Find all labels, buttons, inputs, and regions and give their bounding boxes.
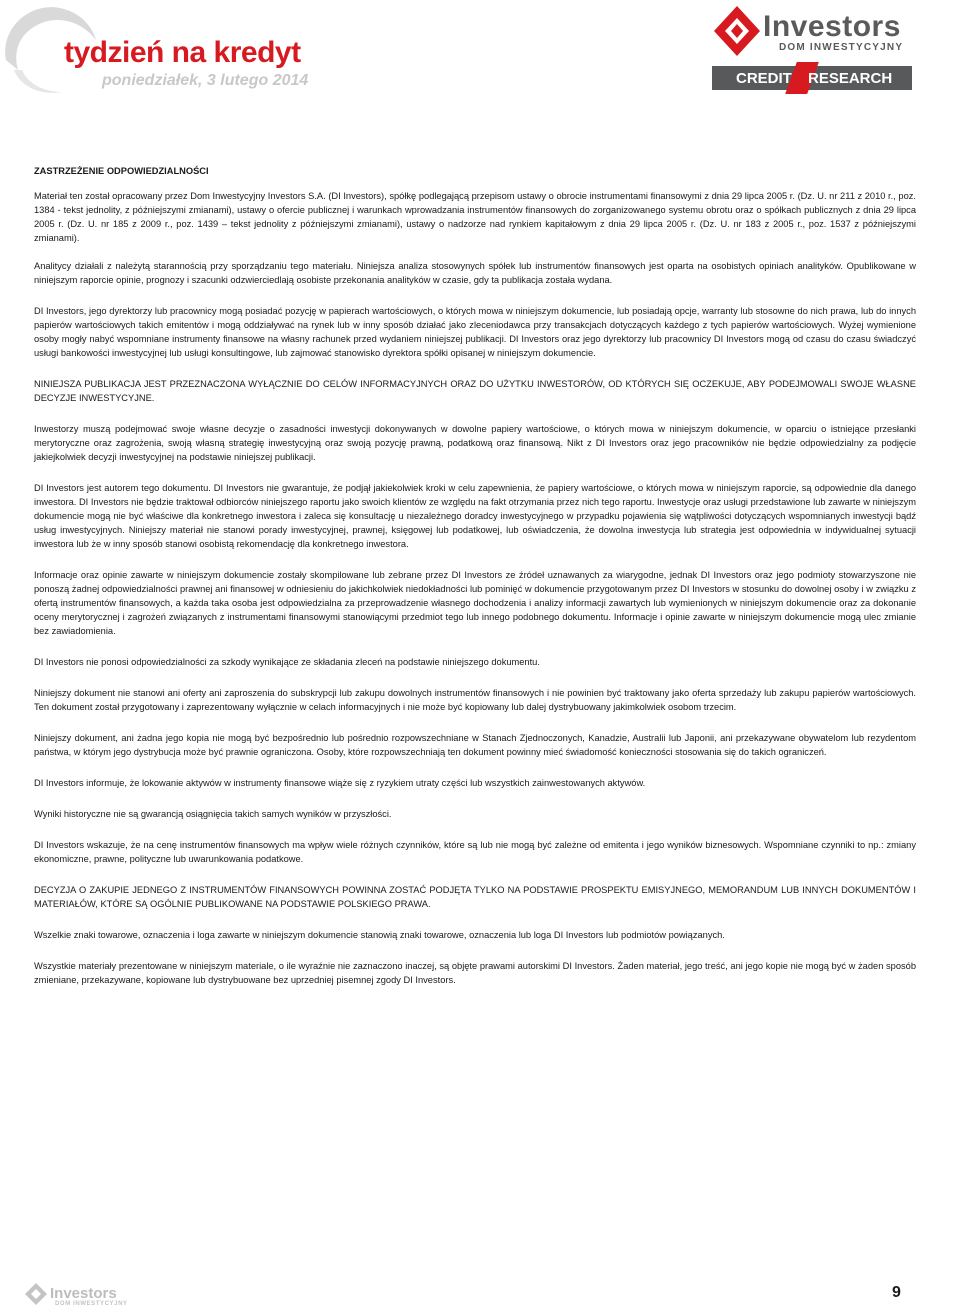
paragraph: DI Investors wskazuje, że na cenę instrumentów finansowych ma wpływ wiele różnych czynników, które są lub nie mogą być zależne od emitenta i jego wyników biznesowych. Wspomniane czynniki to np.: zmiany ekonomiczne, prawne, polityczne lub uwarunkowania podatkowe.	[34, 840, 916, 864]
page-header	[0, 0, 960, 100]
credit-label: CREDIT	[736, 70, 792, 87]
page-number: 9	[892, 1284, 901, 1301]
research-label: RESEARCH	[808, 70, 893, 87]
investors-diamond-icon	[712, 4, 762, 60]
paragraph: Informacje oraz opinie zawarte w niniejszym dokumencie zostały skompilowane lub zebrane przez DI Investors ze źródeł uznawanych za wiarygodne, jednak DI Investors oraz jego podmioty stowarzyszone nie ponoszą żadnej odpowiedzialności prawnej ani finansowej w odniesieniu do jakichkolwiek niedokładności lub pominięć w dokumencie przygotowanym przez DI Investors w stosunku do dowolnej osoby i w związku z ofertą instrumentów finansowych, a każda taka osoba jest odpowiedzialna za przeprowadzenie własnego dochodzenia i analizy informacji zawartych lub wymienionych w niniejszym dokumencie oraz za dokonanie oceny merytorycznej i zagrożeń związanych z instrumentami finansowymi stanowiącymi przedmiot tego lub innego podobnego dokumentu. Informacje i opinie zawarte w niniejszym dokumencie mogą ulec zmianie bez zawiadomienia.	[34, 570, 916, 636]
paragraph: Niniejszy dokument nie stanowi ani oferty ani zaproszenia do subskrypcji lub zakupu dowolnych instrumentów finansowych i nie powinien być traktowany jako oferta sprzedaży lub zakupu papierów wartościowych. Ten dokument został przygotowany i zaprezentowany wyłącznie w celach informacyjnych i nie może być kopiowany lub dalej dystrybuowany jakimkolwiek osobom trzecim.	[34, 688, 916, 712]
footer-company-name: Investors	[50, 1285, 117, 1302]
section-heading: ZASTRZEŻENIE ODPOWIEDZIALNOŚCI	[34, 166, 209, 176]
paragraph: Niniejszy dokument, ani żadna jego kopia nie mogą być bezpośrednio lub pośrednio rozpowszechniane w Stanach Zjednoczonych, Kanadzie, Australii lub Japonii, ani przekazywane obywatelom lub rezydentom państwa, w którym jego dystrybucja może być prawnie ograniczona. Osoby, które rozpowszechniają ten dokument powinny mieć świadomość konieczności stosowania się do takich ograniczeń.	[34, 733, 916, 757]
disclaimer-section	[34, 164, 916, 1004]
paragraph: DI Investors nie ponosi odpowiedzialności za szkody wynikające ze składania zleceń na podstawie niniejszego dokumentu.	[34, 657, 540, 667]
paragraph: Wszystkie materiały prezentowane w niniejszym materiale, o ile wyraźnie nie zaznaczono inaczej, są objęte prawami autorskimi DI Investors. Żaden materiał, jego treść, ani jego kopie nie mogą być w żaden sposób zmieniane, przekazywane, kopiowane lub dystrybuowane bez uprzedniej pisemnej zgody DI Investors.	[34, 961, 916, 985]
footer-company-subtitle: DOM INWESTYCYJNY	[55, 1301, 128, 1307]
brand-title: tydzień na kredyt	[64, 36, 301, 69]
paragraph: DI Investors, jego dyrektorzy lub pracownicy mogą posiadać pozycję w papierach wartościowych, o których mowa w niniejszym dokumencie, lub posiadają opcje, warranty lub stosowne do nich prawa, lub do innych papierów wartościowych takich emitentów i mogą oddziaływać na rynek lub w inny sposób działać jako zleceniodawca przy transakcjach dotyczących każdego z tych papierów wartościowych. Wyżej wymienione osoby mogły nabyć wspomniane instrumenty finansowe na własny rachunek przed wydaniem niniejszej publikacji. DI Investors oraz jego dyrektorzy lub pracownicy DI Investors mogą od czasu do czasu świadczyć usługi bankowości inwestycyjnej lub usługi konsultingowe, lub zajmować stanowisko dyrektora spółki opisanej w niniejszym dokumencie.	[34, 306, 916, 358]
paragraph: Inwestorzy muszą podejmować swoje własne decyzje o zasadności inwestycji dokonywanych w dowolne papiery wartościowe, o których mowa w niniejszym dokumencie, w oparciu o istniejące przesłanki merytoryczne oraz zagrożenia, swoją własną strategię inwestycyjną oraz swoją pozycję prawną, podatkową oraz finansową. Nikt z DI Investors oraz jego pracowników nie będzie odpowiedzialny za podjęcie jakiejkolwiek decyzji inwestycyjnej na podstawie niniejszej publikacji.	[34, 424, 916, 462]
publication-date: poniedziałek, 3 lutego 2014	[102, 72, 309, 89]
company-name: Investors	[763, 10, 901, 43]
company-subtitle: DOM INWESTYCYJNY	[779, 42, 904, 53]
paragraph: Wszelkie znaki towarowe, oznaczenia i loga zawarte w niniejszym dokumencie stanowią znaki towarowe, oznaczenia lub loga DI Investors lub podmiotów powiązanych.	[34, 930, 725, 940]
paragraph: NINIEJSZA PUBLIKACJA JEST PRZEZNACZONA WYŁĄCZNIE DO CELÓW INFORMACYJNYCH ORAZ DO UŻYTKU INWESTORÓW, OD KTÓRYCH SIĘ OCZEKUJE, ABY PODEJMOWALI SWOJE WŁASNE DECYZJE INWESTYCYJNE.	[34, 379, 916, 403]
paragraph: DI Investors jest autorem tego dokumentu. DI Investors nie gwarantuje, że podjął jakiekolwiek kroki w celu zapewnienia, że papiery wartościowe, o których mowa w niniejszym raporcie, są odpowiednie dla danego inwestora. DI Investors nie będzie traktował odbiorców niniejszego raportu jako swoich klientów ze względu na fakt otrzymania przez nich tego raportu. Inwestycje oraz usługi przedstawione lub zawarte w niniejszym dokumencie mogą nie być właściwe dla konkretnego inwestora i zaleca się konsultację u niezależnego doradcy inwestycyjnego w przypadku pojawienia się wątpliwości dotyczących wspomnianych inwestycji bądź usług inwestycyjnych. Niniejszy materiał nie stanowi porady inwestycyjnej, prawnej, księgowej lub podatkowej, lub oświadczenia, że dowolna inwestycja lub strategia jest odpowiednia w indywidualnej sytuacji inwestora lub że w inny sposób stanowi osobistą rekomendację dla konkretnego inwestora.	[34, 483, 916, 549]
footer-investors-icon	[24, 1282, 48, 1306]
paragraph: Wyniki historyczne nie są gwarancją osiągnięcia takich samych wyników w przyszłości.	[34, 809, 392, 819]
paragraph: DECYZJA O ZAKUPIE JEDNEGO Z INSTRUMENTÓW FINANSOWYCH POWINNA ZOSTAĆ PODJĘTA TYLKO NA PODSTAWIE PROSPEKTU EMISYJNEGO, MEMORANDUM LUB INNYCH DOKUMENTÓW I MATERIAŁÓW, KTÓRE SĄ OGÓLNIE PUBLIKOWANE NA PODSTAWIE POLSKIEGO PRAWA.	[34, 885, 916, 909]
paragraph: DI Investors informuje, że lokowanie aktywów w instrumenty finansowe wiąże się z ryzykiem utraty części lub wszystkich zainwestowanych aktywów.	[34, 778, 646, 788]
paragraph: Analitycy działali z należytą starannością przy sporządzaniu tego materiału. Niniejsza analiza stosowynych spółek lub instrumentów finansowych jest oparta na osobistych opiniach analityków. Opublikowane w niniejszym raporcie opinie, prognozy i szacunki odzwierciedlają osobiste przekonania analityków w czasie, gdy ta publikacja została wydana.	[34, 261, 916, 285]
paragraph: Materiał ten został opracowany przez Dom Inwestycyjny Investors S.A. (DI Investors), spółkę podlegającą przepisom ustawy o obrocie instrumentami finansowymi z dnia 29 lipca 2005 r. (Dz. U. nr 211 z 2010 r., poz. 1384 - tekst jednolity, z późniejszymi zmianami), ustawy o ofercie publicznej i warunkach wprowadzania instrumentów finansowych do zorganizowanego systemu obrotu oraz o spółkach publicznych z dnia 29 lipca 2005 r. (Dz. U. nr 185 z 2009 r., poz. 1439 – tekst jednolity z późniejszymi zmianami), ustawy o nadzorze nad rynkiem kapitałowym z dnia 29 lipca 2005 r. (Dz. U. nr 183 z 2005 r., poz. 1537 z późniejszymi zmianami).	[34, 191, 916, 243]
